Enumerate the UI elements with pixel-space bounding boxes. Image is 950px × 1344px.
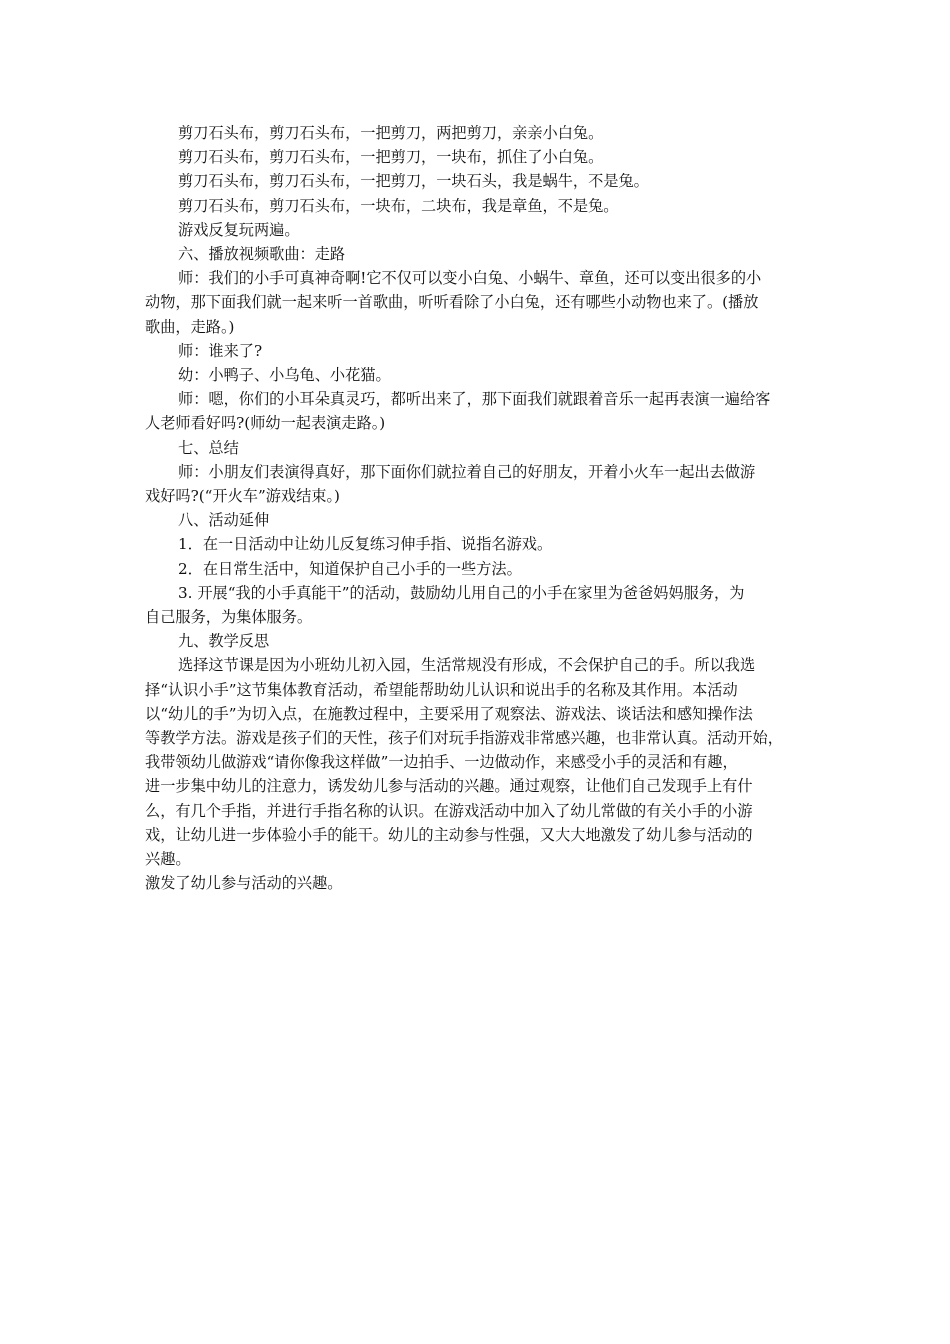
text-line: 么，有几个手指，并进行手指名称的认识。在游戏活动中加入了幼儿常做的有关小手的小游 <box>145 801 753 820</box>
section-heading: 八、活动延伸 <box>178 511 270 530</box>
text-line: 剪刀石头布，剪刀石头布，一块布，二块布，我是章鱼，不是兔。 <box>178 196 619 215</box>
list-item: 2．在日常生活中，知道保护自己小手的一些方法。 <box>178 559 522 578</box>
text-line: 选择这节课是因为小班幼儿初入园，生活常规没有形成，不会保护自己的手。所以我选 <box>178 656 756 675</box>
text-line: 进一步集中幼儿的注意力，诱发幼儿参与活动的兴趣。通过观察，让他们自己发现手上有什 <box>145 777 753 796</box>
text-line: 择“认识小手”这节集体教育活动，希望能帮助幼儿认识和说出手的名称及其作用。本活动 <box>145 680 738 699</box>
text-line: 激发了幼儿参与活动的兴趣。 <box>145 874 343 893</box>
text-line: 师：嗯，你们的小耳朵真灵巧，都听出来了，那下面我们就跟着音乐一起再表演一遍给客 <box>178 390 771 409</box>
section-heading: 六、播放视频歌曲：走路 <box>178 245 346 264</box>
text-line: 师：小朋友们表演得真好，那下面你们就拉着自己的好朋友，开着小火车一起出去做游 <box>178 462 756 481</box>
text-line: 动物，那下面我们就一起来听一首歌曲，听听看除了小白兔，还有哪些小动物也来了。(播放 <box>145 293 759 312</box>
text-line: 戏，让幼儿进一步体验小手的能干。幼儿的主动参与性强，又大大地激发了幼儿参与活动的 <box>145 825 753 844</box>
document-page <box>145 121 810 896</box>
text-line: 师：谁来了? <box>178 341 263 360</box>
text-line: 剪刀石头布，剪刀石头布，一把剪刀，一块布，抓住了小白兔。 <box>178 148 604 167</box>
text-line: 师：我们的小手可真神奇啊!它不仅可以变小白兔、小蜗牛、章鱼，还可以变出很多的小 <box>178 269 762 288</box>
text-line: 剪刀石头布，剪刀石头布，一把剪刀，一块石头，我是蜗牛，不是兔。 <box>178 172 649 191</box>
text-line: 以“幼儿的手”为切入点，在施教过程中，主要采用了观察法、游戏法、谈话法和感知操作法 <box>145 704 753 723</box>
text-line: 兴趣。 <box>145 850 191 869</box>
text-line: 游戏反复玩两遍。 <box>178 220 300 239</box>
list-item: 1．在一日活动中让幼儿反复练习伸手指、说指名游戏。 <box>178 535 553 554</box>
list-item: 3. 开展“我的小手真能干”的活动，鼓励幼儿用自己的小手在家里为爸爸妈妈服务，为 <box>178 583 745 602</box>
text-line: 戏好吗?(“开火车”游戏结束。) <box>145 487 340 506</box>
text-line: 剪刀石头布，剪刀石头布，一把剪刀，两把剪刀，亲亲小白兔。 <box>178 124 604 142</box>
text-line: 自己服务，为集体服务。 <box>145 608 313 627</box>
text-line: 歌曲，走路。) <box>145 317 235 336</box>
text-line: 人老师看好吗?(师幼一起表演走路。) <box>145 414 386 433</box>
text-line: 等教学方法。游戏是孩子们的天性，孩子们对玩手指游戏非常感兴趣，也非常认真。活动开始， <box>145 729 783 748</box>
text-line: 我带领幼儿做游戏“请你像我这样做”一边拍手、一边做动作，来感受小手的灵活和有趣， <box>145 753 738 772</box>
section-heading: 九、教学反思 <box>178 632 270 651</box>
text-line: 幼：小鸭子、小乌龟、小花猫。 <box>178 366 391 385</box>
section-heading: 七、总结 <box>178 438 239 457</box>
